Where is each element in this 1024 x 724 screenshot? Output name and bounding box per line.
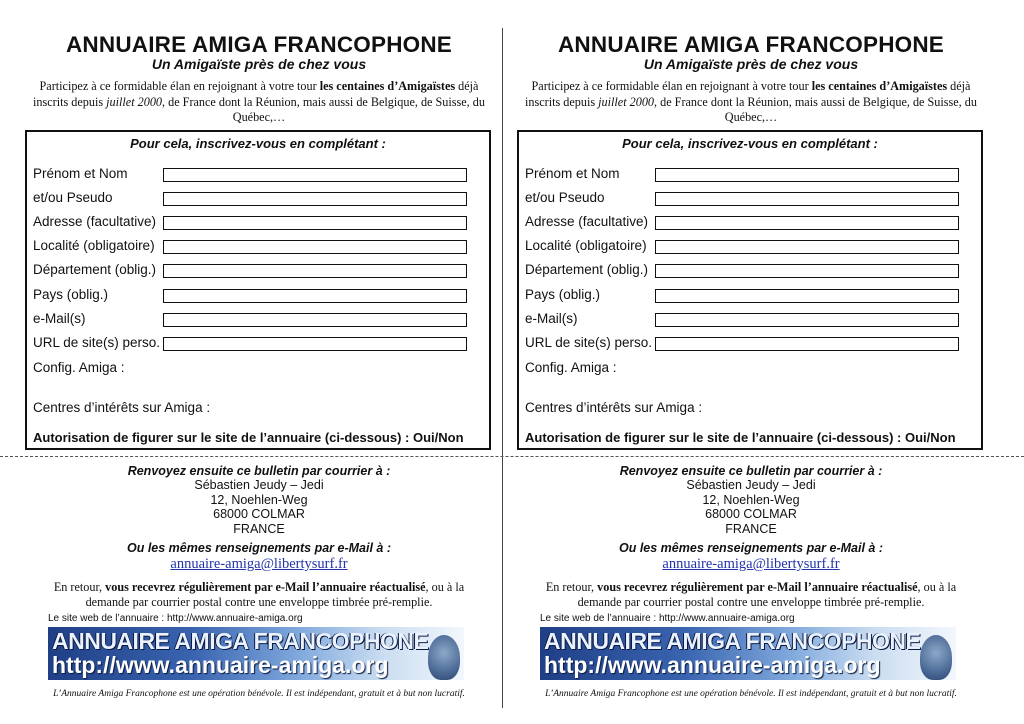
return-heading: Renvoyez ensuite ce bulletin par courrier à : [619,464,883,478]
department-input[interactable] [655,264,959,278]
website-line: Le site web de l’annuaire : http://www.annuaire-amiga.org [540,613,795,624]
contact-email-link[interactable]: annuaire-amiga@libertysurf.fr [662,556,840,572]
banner-face-icon [920,635,952,680]
url-input[interactable] [655,337,959,351]
authorization-label: Autorisation de figurer sur le site de l’annuaire (ci-dessous) : Oui/Non [525,430,956,445]
footer-note: L’Annuaire Amiga Francophone est une opération bénévole. Il est indépendant, gratuit et à but non lucratif. [545,689,957,699]
email-heading: Ou les mêmes renseignements par e-Mail à : [127,541,391,555]
registration-form: Pour cela, inscrivez-vous en complétant : Prénom et Nom et/ou Pseudo Adresse (facultative) Localité (obligatoire) Département (oblig.) Pays (oblig.) e-Mail(s) URL de site(s) perso. Config. Amiga : Centres d’intérêts sur Amiga : Autorisation de figurer sur le site de l’annuaire (ci-dessous) : Oui/Non [517,130,983,450]
address-line-name: Sébastien Jeudy – Jedi [686,478,816,492]
banner-url: http://www.annuaire-amiga.org [52,652,389,678]
country-input[interactable] [655,289,959,303]
interests-label: Centres d’intérêts sur Amiga : [33,400,211,415]
return-paragraph: En retour, vous recevrez régulièrement par e-Mail l’annuaire réactualisé, ou à la demande par courrier postal contre une enveloppe timbrée pré-remplie. [545,580,957,609]
country-input[interactable] [163,289,467,303]
banner-title: ANNUAIRE AMIGA FRANCOPHONE [544,628,921,654]
flyer-title: ANNUAIRE AMIGA FRANCOPHONE [557,32,945,57]
address-line-city: 68000 COLMAR [213,507,305,521]
config-label: Config. Amiga : [33,360,125,375]
email-input[interactable] [163,313,467,327]
email-input[interactable] [655,313,959,327]
address-line-city: 68000 COLMAR [705,507,797,521]
address-input[interactable] [655,216,959,230]
name-input[interactable] [655,168,959,182]
form-heading: Pour cela, inscrivez-vous en complétant : [622,136,878,151]
url-input[interactable] [163,337,467,351]
flyer-right [506,0,996,724]
pseudo-input[interactable] [163,192,467,206]
flyer-subtitle: Un Amigaïste près de chez vous [643,56,859,72]
flyer-left [14,0,504,724]
banner-title: ANNUAIRE AMIGA FRANCOPHONE [52,628,429,654]
intro-paragraph: Participez à ce formidable élan en rejoignant à votre tour les centaines d’Amigaïstes déjà inscrits depuis juillet 2000, de France dont la Réunion, mais aussi de Belgique, de Suisse, du Québec,… [525,79,977,124]
interests-label: Centres d’intérêts sur Amiga : [525,400,703,415]
registration-form: Pour cela, inscrivez-vous en complétant : Prénom et Nom et/ou Pseudo Adresse (facultative) Localité (obligatoire) Département (oblig.) Pays (oblig.) e-Mail(s) URL de site(s) perso. Config. Amiga : Centres d’intérêts sur Amiga : Autorisation de figurer sur le site de l’annuaire (ci-dessous) : Oui/Non [25,130,491,450]
flyer-subtitle: Un Amigaïste près de chez vous [151,56,367,72]
address-line-street: 12, Noehlen-Weg [210,493,308,507]
address-line-country: FRANCE [233,522,285,536]
address-input[interactable] [163,216,467,230]
name-input[interactable] [163,168,467,182]
form-heading: Pour cela, inscrivez-vous en complétant : [130,136,386,151]
locality-input[interactable] [163,240,467,254]
address-line-name: Sébastien Jeudy – Jedi [194,478,324,492]
website-line: Le site web de l’annuaire : http://www.annuaire-amiga.org [48,613,303,624]
address-line-country: FRANCE [725,522,777,536]
department-input[interactable] [163,264,467,278]
banner-image [48,627,464,680]
footer-note: L’Annuaire Amiga Francophone est une opération bénévole. Il est indépendant, gratuit et à but non lucratif. [53,689,465,699]
address-line-street: 12, Noehlen-Weg [702,493,800,507]
banner-face-icon [428,635,460,680]
authorization-label: Autorisation de figurer sur le site de l’annuaire (ci-dessous) : Oui/Non [33,430,464,445]
return-heading: Renvoyez ensuite ce bulletin par courrier à : [127,464,391,478]
email-heading: Ou les mêmes renseignements par e-Mail à : [619,541,883,555]
pseudo-input[interactable] [655,192,959,206]
flyer-title: ANNUAIRE AMIGA FRANCOPHONE [65,32,453,57]
locality-input[interactable] [655,240,959,254]
config-label: Config. Amiga : [525,360,617,375]
banner-url: http://www.annuaire-amiga.org [544,652,881,678]
banner-image [540,627,956,680]
contact-email-link[interactable]: annuaire-amiga@libertysurf.fr [170,556,348,572]
return-paragraph: En retour, vous recevrez régulièrement par e-Mail l’annuaire réactualisé, ou à la demande par courrier postal contre une enveloppe timbrée pré-remplie. [53,580,465,609]
intro-paragraph: Participez à ce formidable élan en rejoignant à votre tour les centaines d’Amigaïstes déjà inscrits depuis juillet 2000, de France dont la Réunion, mais aussi de Belgique, de Suisse, du Québec,… [33,79,485,124]
